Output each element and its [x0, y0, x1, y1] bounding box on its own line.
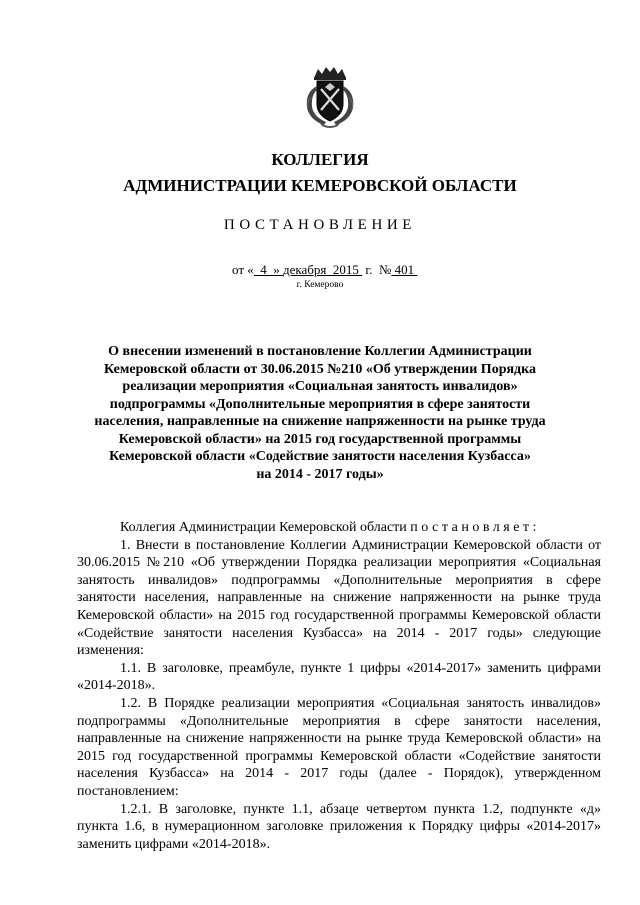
date-day: 4	[253, 262, 274, 277]
body-paragraph-1-1: 1.1. В заголовке, преамбуле, пункте 1 цифры «2014-2017» заменить цифрами «2014-2018».	[77, 660, 601, 694]
document-date-line	[232, 262, 417, 278]
document-body	[77, 519, 601, 853]
document-title	[0, 343, 640, 483]
coat-of-arms-emblem	[300, 62, 360, 130]
body-paragraph-1-2-1: 1.2.1. В заголовке, пункте 1.1, абзаце четвертом пункта 1.2, подпункте «д» пункта 1.6, в нумерационном заголовке приложения к Порядку цифры «2014-2017» заменить цифрами «2014-2018».	[77, 801, 601, 852]
title-line: населения, направленные на снижение напряженности на рынке труда	[94, 414, 546, 429]
title-line: О внесении изменений в постановление Коллегии Администрации	[108, 344, 532, 359]
title-line: подпрограммы «Дополнительные мероприятия в сфере занятости	[109, 396, 531, 412]
title-line: Кемеровской области от 30.06.2015 №210 «Об утверждении Порядка	[104, 361, 536, 377]
title-line: на 2014 - 2017 годы»	[256, 466, 384, 482]
document-city: г. Кемерово	[296, 280, 344, 290]
preamble-tail: :	[532, 520, 537, 535]
body-paragraph-1: 1. Внести в постановление Коллегии Администрации Кемеровской области от 30.06.2015 №210 «Об утверждении Порядка реализации мероприятия «Социальная занятость инвалидов» подпрограммы «Дополнительные мероприятия в сфере занятости населения, направленные на снижение напряженности на рынке труда Кемеровской области» на 2015 год государственной программы Кемеровской области «Содействие занятости населения Кузбасса» на 2014 - 2017 годы» следующие изменения:	[77, 537, 601, 659]
body-paragraph-1-2: 1.2. В Порядке реализации мероприятия «Социальная занятость инвалидов» подпрограммы «Дополнительные мероприятия в сфере занятости населения, направленные на снижение напряженности на рынке труда Кемеровской области» на 2015 год государственной программы Кемеровской области «Содействие занятости населения Кузбасса» на 2014 - 2017 годы (далее - Порядок), утвержденном постановлением:	[77, 695, 601, 799]
org-name-line1: КОЛЛЕГИЯ	[271, 150, 369, 169]
document-number: 401	[391, 262, 418, 277]
preamble-lead: Коллегия Администрации Кемеровской области	[120, 520, 411, 535]
document-type: ПОСТАНОВЛЕНИЕ	[223, 217, 417, 233]
date-prefix: от «	[232, 262, 254, 277]
date-month-year: декабря 2015	[283, 262, 363, 277]
body-paragraph-preamble	[77, 519, 601, 537]
preamble-resolves: постановляет	[410, 520, 533, 535]
title-line: Кемеровской области «Содействие занятости населения Кузбасса»	[109, 449, 531, 464]
title-line: Кемеровской области» на 2015 год государственной программы	[118, 431, 522, 447]
title-line: реализации мероприятия «Социальная занятость инвалидов»	[122, 379, 518, 394]
date-mid: »	[273, 262, 284, 277]
org-name-line2: АДМИНИСТРАЦИИ КЕМЕРОВСКОЙ ОБЛАСТИ	[123, 176, 517, 195]
date-year-suffix: г. №	[362, 262, 392, 277]
